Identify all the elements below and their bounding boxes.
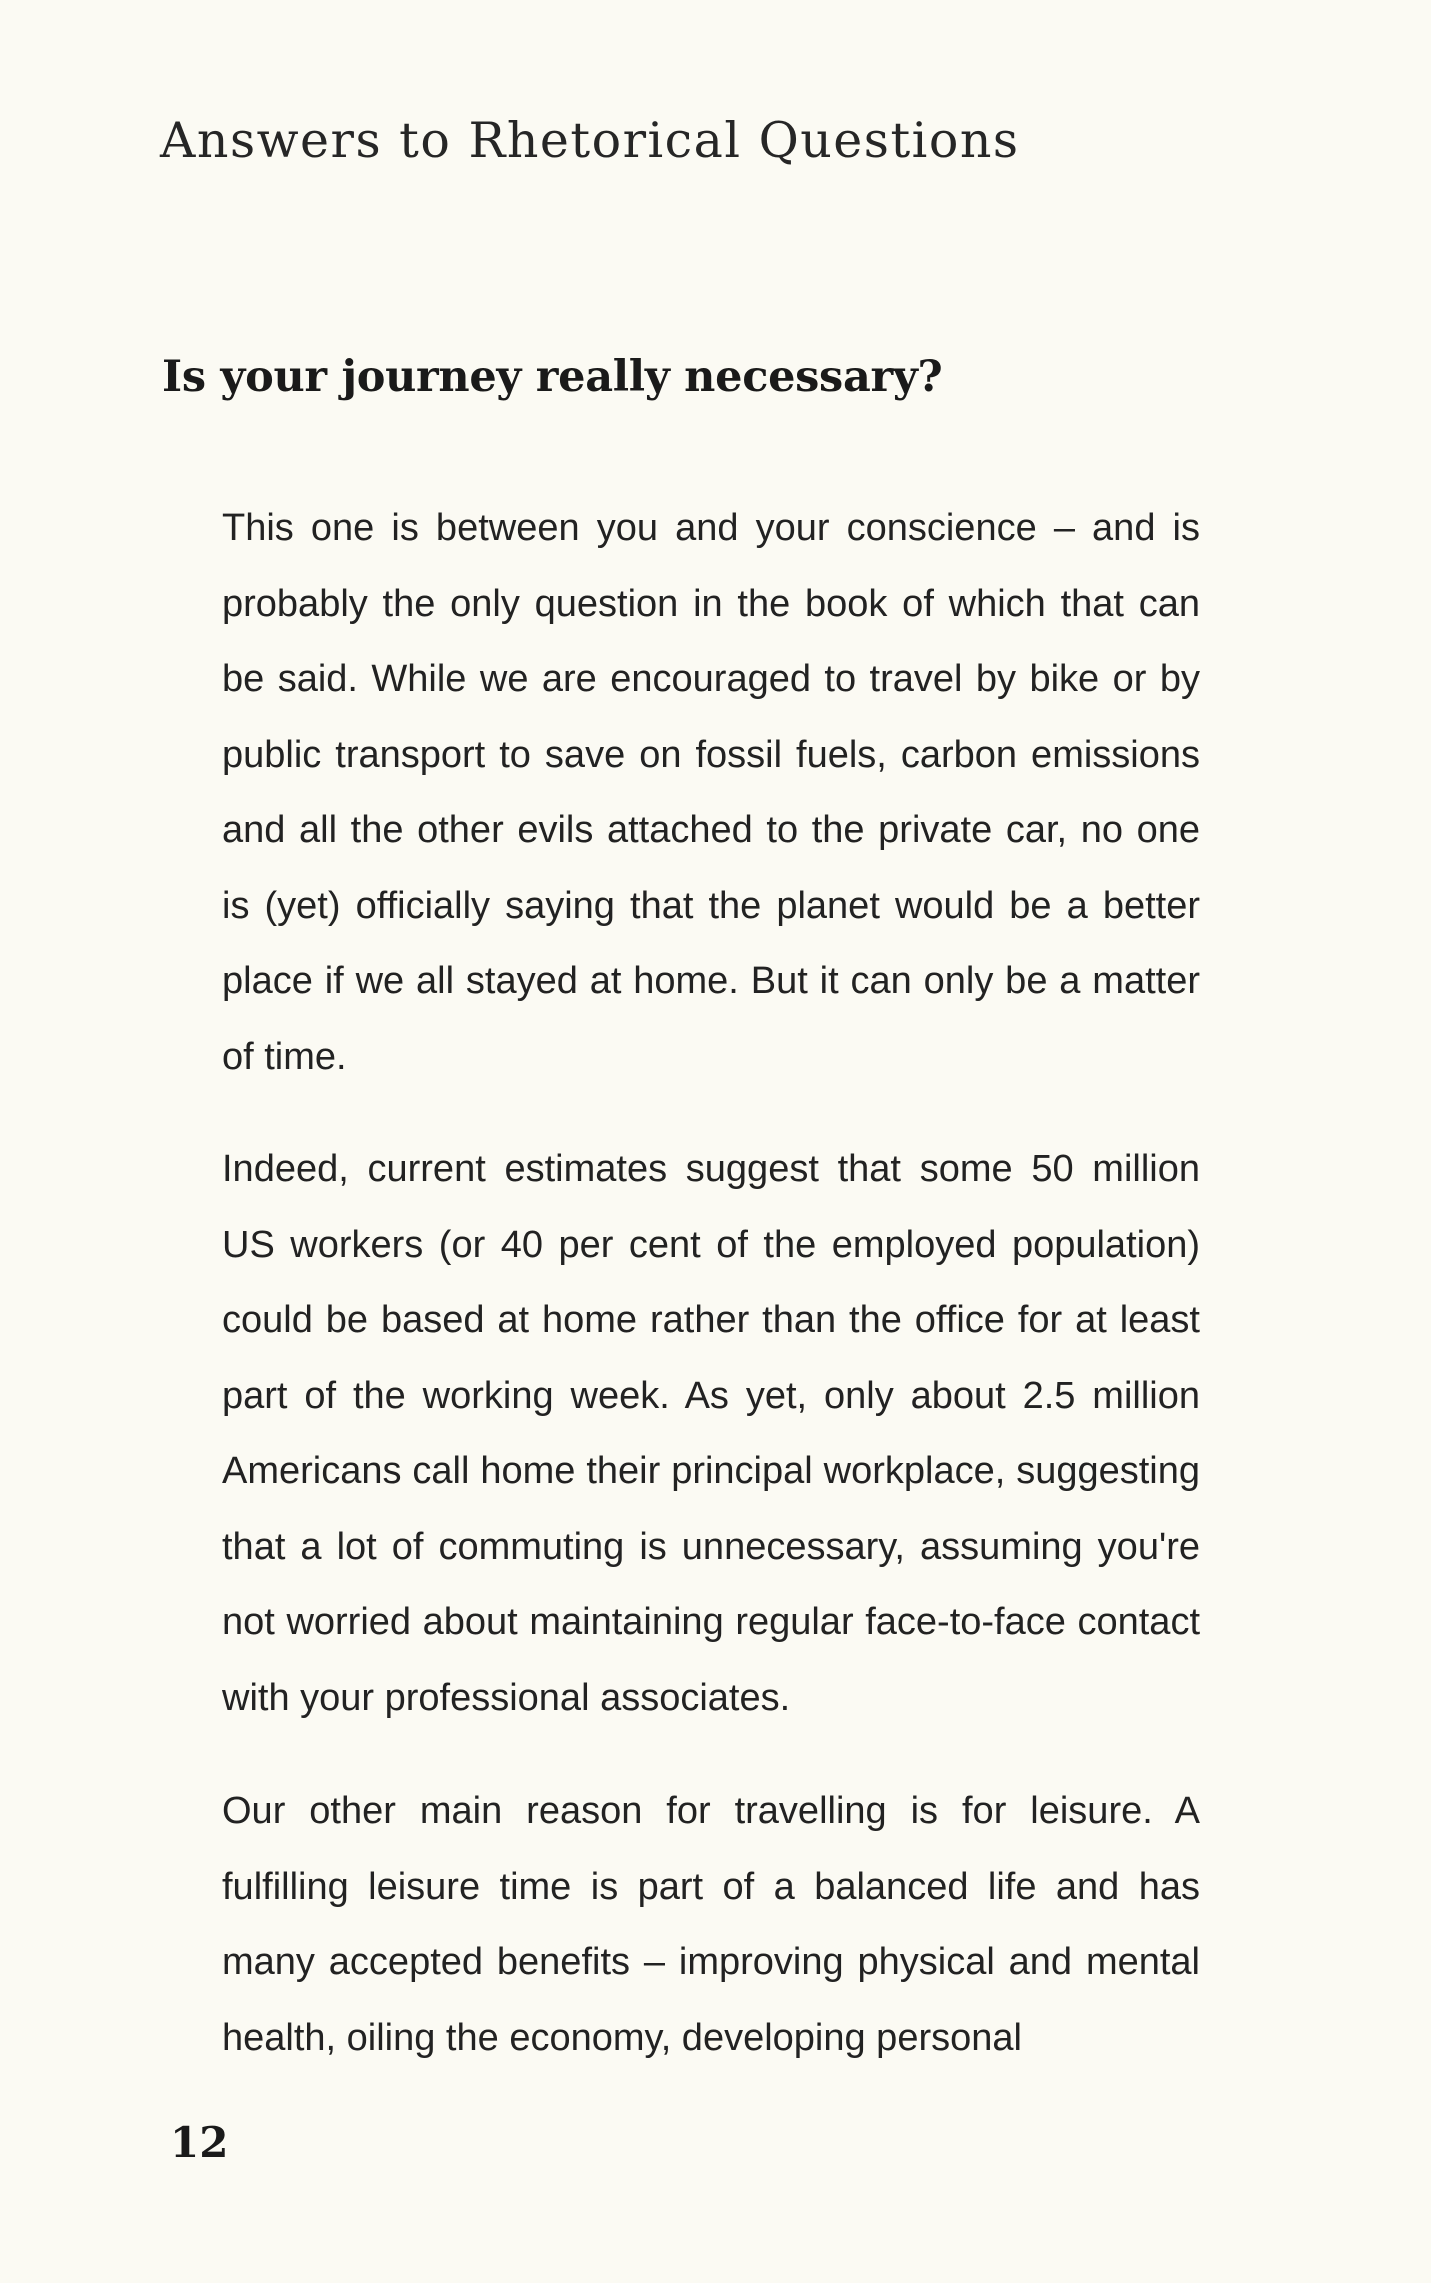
running-head: Answers to Rhetorical Questions bbox=[160, 112, 1020, 169]
section-heading: Is your journey really necessary? bbox=[162, 352, 943, 402]
body-paragraph-1: This one is between you and your conscience – and is probably the only question in the book of which that can be said. While we are encouraged to travel by bike or by public transport to save on fossil fuels, carbon emissions and all the other evils attached to the private car, no one is (yet) officially saying that the planet would be a better place if we all stayed at home. But it can only be a matter of time. bbox=[222, 507, 1200, 1078]
body-paragraph-3: Our other main reason for travelling is for leisure. A fulfilling leisure time is part of a balanced life and has many accepted benefits – improving physical and mental health, oiling the economy, developing personal bbox=[222, 1790, 1200, 2059]
body-paragraph-2: Indeed, current estimates suggest that some 50 million US workers (or 40 per cent of the employed population) could be based at home rather than the office for at least part of the working week. As yet, only about 2.5 million Americans call home their principal workplace, suggesting that a lot of commuting is unnecessary, assuming you're not worried about maintaining regular face-to-face contact with your professional associates. bbox=[222, 1148, 1200, 1719]
page-number: 12 bbox=[170, 2118, 229, 2167]
